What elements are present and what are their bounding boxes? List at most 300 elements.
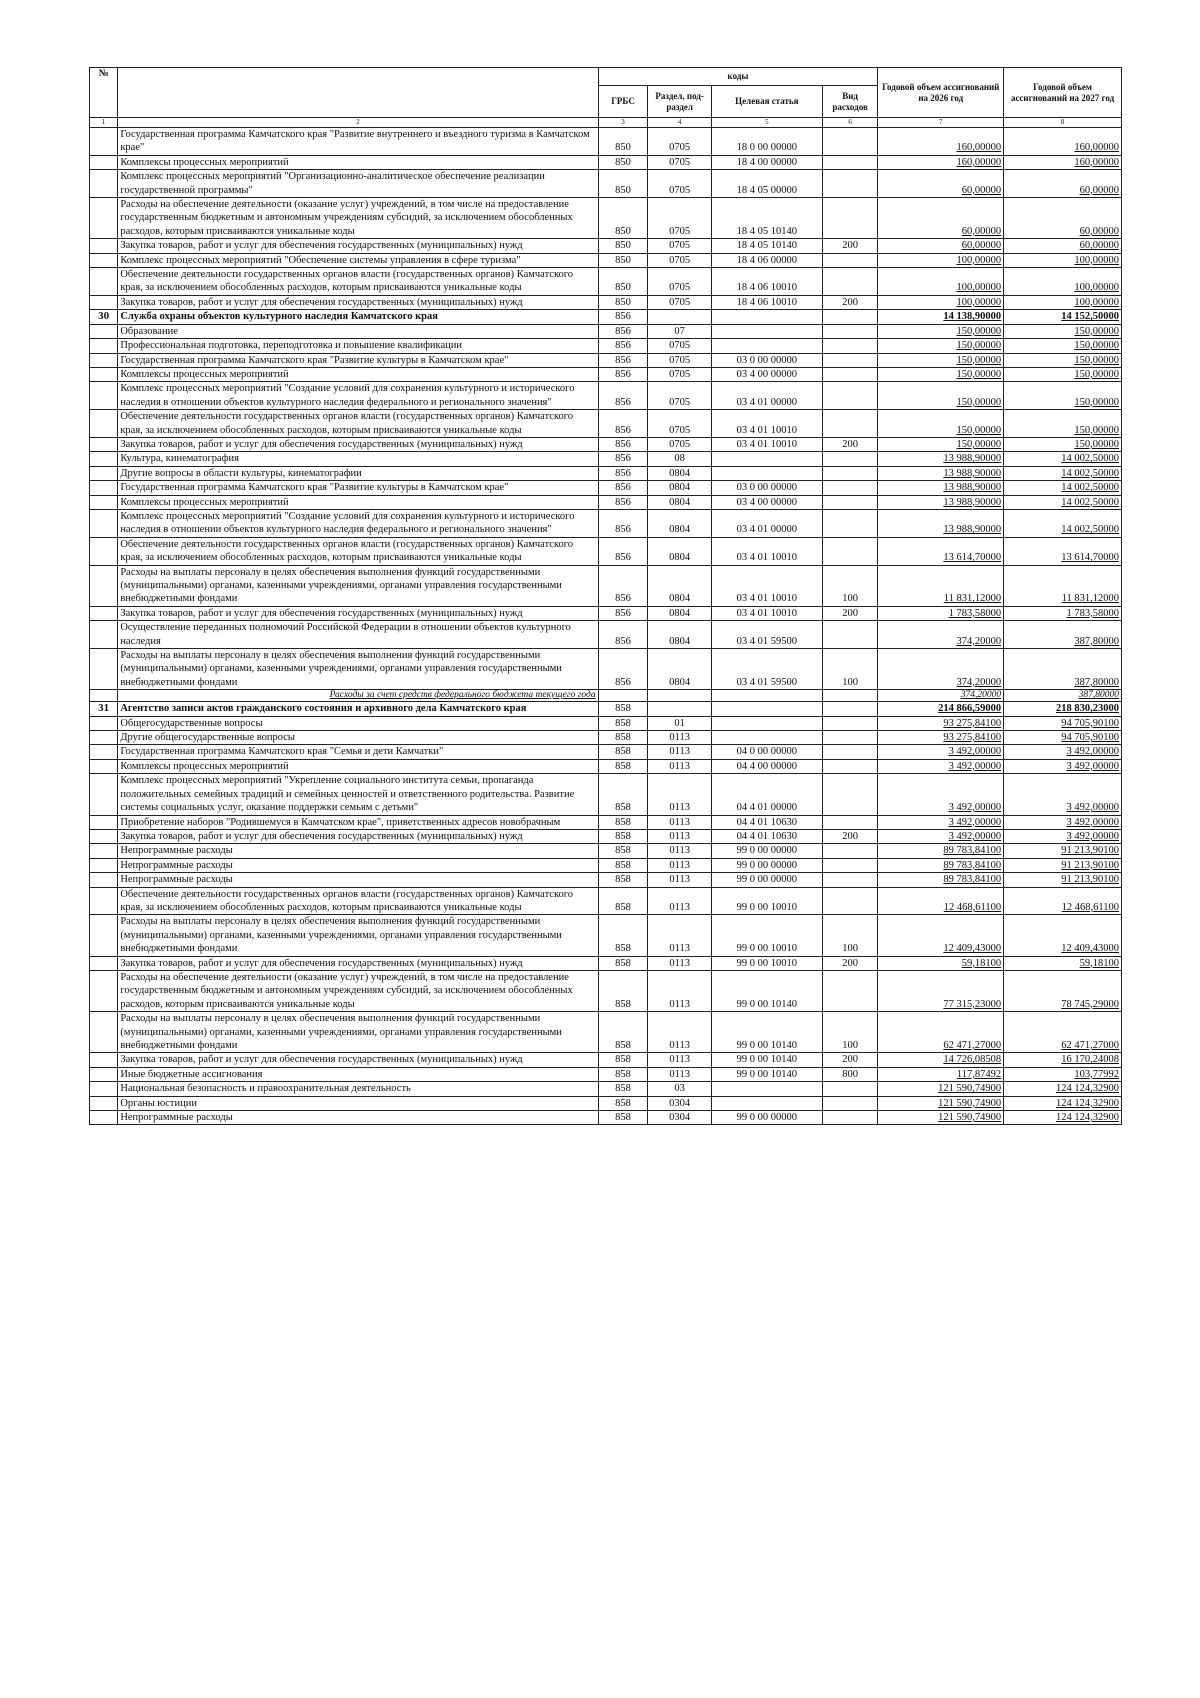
row-tselevaya: 03 4 01 10010 <box>711 437 822 451</box>
row-sum-2027-value: 150,00000 <box>1074 438 1119 450</box>
row-number <box>90 324 118 338</box>
row-tselevaya: 03 4 01 10010 <box>711 565 822 606</box>
column-number: 7 <box>878 118 1004 128</box>
table-row <box>90 1096 1122 1110</box>
row-number <box>90 295 118 309</box>
row-razdel: 0113 <box>648 815 711 829</box>
row-sum-2026 <box>878 702 1004 716</box>
row-vid <box>822 1096 878 1110</box>
row-sum-2027-value: 124 124,32900 <box>1056 1112 1119 1124</box>
row-grbs: 856 <box>598 481 648 495</box>
row-sum-2026 <box>878 606 1004 620</box>
table-row <box>90 565 1122 606</box>
row-sum-2026-value: 14 726,08508 <box>943 1054 1002 1066</box>
row-razdel: 01 <box>648 716 711 730</box>
row-sum-2027 <box>1004 1012 1122 1053</box>
row-number <box>90 873 118 887</box>
row-grbs: 856 <box>598 437 648 451</box>
row-grbs: 858 <box>598 844 648 858</box>
row-sum-2027-value: 150,00000 <box>1074 340 1119 352</box>
row-vid <box>822 367 878 381</box>
header-razdel: Раздел, под-раздел <box>648 86 711 118</box>
row-name: Закупка товаров, работ и услуг для обеспечения государственных (муниципальных) нужд <box>118 239 598 253</box>
table-row <box>90 339 1122 353</box>
row-grbs: 858 <box>598 1111 648 1125</box>
row-sum-2026-value: 160,00000 <box>956 156 1002 168</box>
row-vid <box>822 873 878 887</box>
row-sum-2027 <box>1004 915 1122 956</box>
row-sum-2026-value: 60,00000 <box>961 225 1002 237</box>
header-vid: Вид расходов <box>822 86 878 118</box>
row-sum-2026-value: 93 275,84100 <box>943 717 1002 729</box>
row-sum-2026 <box>878 198 1004 239</box>
row-sum-2026 <box>878 829 1004 843</box>
row-grbs: 856 <box>598 367 648 381</box>
row-grbs: 858 <box>598 745 648 759</box>
row-tselevaya: 99 0 00 10010 <box>711 887 822 915</box>
row-sum-2027 <box>1004 716 1122 730</box>
table-row <box>90 481 1122 495</box>
row-sum-2027-value: 62 471,27000 <box>1061 1040 1119 1051</box>
row-razdel: 0113 <box>648 731 711 745</box>
row-sum-2027-value: 3 492,00000 <box>1066 816 1119 828</box>
row-number <box>90 844 118 858</box>
row-sum-2027 <box>1004 170 1122 198</box>
row-grbs: 858 <box>598 702 648 716</box>
row-tselevaya: 03 0 00 00000 <box>711 353 822 367</box>
row-vid <box>822 324 878 338</box>
row-razdel: 0113 <box>648 1012 711 1053</box>
row-tselevaya: 03 4 01 00000 <box>711 382 822 410</box>
row-tselevaya <box>711 690 822 702</box>
row-sum-2026-value: 62 471,27000 <box>943 1040 1002 1051</box>
row-razdel: 0804 <box>648 606 711 620</box>
row-razdel: 0113 <box>648 1067 711 1081</box>
row-number <box>90 887 118 915</box>
row-sum-2027 <box>1004 774 1122 815</box>
row-grbs: 856 <box>598 606 648 620</box>
row-tselevaya <box>711 324 822 338</box>
table-row <box>90 128 1122 156</box>
row-name: Государственная программа Камчатского края "Развитие культуры в Камчатском крае" <box>118 481 598 495</box>
row-vid <box>822 858 878 872</box>
row-grbs: 856 <box>598 649 648 690</box>
row-sum-2027 <box>1004 1111 1122 1125</box>
row-number <box>90 759 118 773</box>
row-razdel: 0113 <box>648 745 711 759</box>
row-name: Непрограммные расходы <box>118 858 598 872</box>
row-sum-2027-value: 1 783,58000 <box>1066 607 1119 619</box>
row-grbs: 856 <box>598 410 648 438</box>
row-name: Комплексы процессных мероприятий <box>118 495 598 509</box>
row-sum-2027-value: 160,00000 <box>1074 142 1119 154</box>
table-row <box>90 858 1122 872</box>
table-row <box>90 1067 1122 1081</box>
row-number <box>90 353 118 367</box>
row-sum-2026-value: 89 783,84100 <box>943 845 1002 857</box>
row-grbs: 858 <box>598 915 648 956</box>
table-row <box>90 702 1122 716</box>
row-grbs: 858 <box>598 759 648 773</box>
row-sum-2026-value: 150,00000 <box>956 354 1002 366</box>
row-vid <box>822 537 878 565</box>
row-tselevaya: 03 4 01 10010 <box>711 606 822 620</box>
row-number <box>90 495 118 509</box>
row-grbs: 858 <box>598 1096 648 1110</box>
row-razdel <box>648 310 711 324</box>
column-number: 3 <box>598 118 648 128</box>
row-sum-2027-value: 94 705,90100 <box>1061 732 1119 744</box>
table-body <box>90 128 1122 1125</box>
row-grbs: 856 <box>598 565 648 606</box>
row-sum-2027 <box>1004 128 1122 156</box>
row-tselevaya <box>711 1082 822 1096</box>
row-sum-2027-value: 14 002,50000 <box>1061 496 1119 508</box>
row-sum-2027 <box>1004 198 1122 239</box>
row-tselevaya: 04 0 00 00000 <box>711 745 822 759</box>
row-number <box>90 382 118 410</box>
row-sum-2027-value: 100,00000 <box>1074 296 1119 308</box>
row-sum-2027 <box>1004 1082 1122 1096</box>
row-razdel: 0304 <box>648 1111 711 1125</box>
row-name: Профессиональная подготовка, переподготовка и повышение квалификации <box>118 339 598 353</box>
row-razdel: 0304 <box>648 1096 711 1110</box>
row-vid <box>822 452 878 466</box>
row-sum-2027-value: 11 831,12000 <box>1061 593 1119 605</box>
table-row <box>90 690 1122 702</box>
row-name: Обеспечение деятельности государственных органов власти (государственных органов) Камчатского края, за исключением обособленных расходов, которым присваиваются уникальные коды <box>118 268 598 296</box>
row-name: Государственная программа Камчатского края "Развитие внутреннего и въездного туризма в Камчатском крае" <box>118 128 598 156</box>
row-vid <box>822 844 878 858</box>
row-grbs: 856 <box>598 509 648 537</box>
table-row <box>90 353 1122 367</box>
row-name: Государственная программа Камчатского края "Развитие культуры в Камчатском крае" <box>118 353 598 367</box>
row-tselevaya <box>711 1096 822 1110</box>
row-vid <box>822 731 878 745</box>
table-row <box>90 1111 1122 1125</box>
row-number <box>90 1067 118 1081</box>
row-sum-2027-value: 3 492,00000 <box>1066 760 1119 772</box>
row-grbs: 856 <box>598 621 648 649</box>
row-sum-2027 <box>1004 858 1122 872</box>
row-sum-2027 <box>1004 155 1122 169</box>
row-razdel: 0804 <box>648 621 711 649</box>
row-number <box>90 509 118 537</box>
row-number <box>90 128 118 156</box>
row-razdel: 0113 <box>648 970 711 1011</box>
row-sum-2026 <box>878 649 1004 690</box>
row-sum-2026-value: 77 315,23000 <box>943 998 1002 1010</box>
row-sum-2027 <box>1004 1053 1122 1067</box>
row-razdel: 0113 <box>648 829 711 843</box>
row-sum-2026-value: 60,00000 <box>961 184 1002 196</box>
table-row <box>90 915 1122 956</box>
row-sum-2026 <box>878 310 1004 324</box>
row-sum-2027 <box>1004 956 1122 970</box>
row-sum-2027-value: 387,80000 <box>1078 690 1119 701</box>
row-sum-2026-value: 121 590,74900 <box>938 1097 1002 1109</box>
row-sum-2027 <box>1004 537 1122 565</box>
table-row <box>90 956 1122 970</box>
row-sum-2026 <box>878 745 1004 759</box>
row-tselevaya: 18 4 05 10140 <box>711 198 822 239</box>
row-number <box>90 253 118 267</box>
table-row <box>90 310 1122 324</box>
row-number <box>90 1082 118 1096</box>
row-tselevaya: 04 4 00 00000 <box>711 759 822 773</box>
row-tselevaya: 99 0 00 10140 <box>711 1012 822 1053</box>
row-grbs: 856 <box>598 495 648 509</box>
row-sum-2026 <box>878 621 1004 649</box>
row-sum-2026 <box>878 170 1004 198</box>
row-sum-2026 <box>878 495 1004 509</box>
row-vid: 100 <box>822 565 878 606</box>
row-number <box>90 481 118 495</box>
row-grbs: 856 <box>598 452 648 466</box>
row-tselevaya: 18 4 06 10010 <box>711 268 822 296</box>
row-tselevaya: 04 4 01 00000 <box>711 774 822 815</box>
row-grbs: 858 <box>598 970 648 1011</box>
row-vid <box>822 353 878 367</box>
row-sum-2027-value: 387,80000 <box>1074 676 1119 688</box>
row-razdel: 0113 <box>648 873 711 887</box>
row-sum-2026 <box>878 887 1004 915</box>
row-sum-2027 <box>1004 565 1122 606</box>
table-row <box>90 731 1122 745</box>
row-sum-2026-value: 100,00000 <box>956 296 1002 308</box>
row-grbs: 850 <box>598 128 648 156</box>
row-sum-2027-value: 103,77992 <box>1074 1068 1119 1080</box>
row-vid <box>822 1111 878 1125</box>
row-tselevaya <box>711 466 822 480</box>
row-razdel: 0705 <box>648 268 711 296</box>
row-tselevaya <box>711 731 822 745</box>
budget-sheet <box>89 67 1122 1125</box>
row-name: Другие вопросы в области культуры, кинематографии <box>118 466 598 480</box>
row-tselevaya: 03 4 01 10010 <box>711 537 822 565</box>
row-name: Обеспечение деятельности государственных органов власти (государственных органов) Камчатского края, за исключением обособленных расходов, которым присваиваются уникальные коды <box>118 887 598 915</box>
row-name: Комплекс процессных мероприятий "Обеспечение системы управления в сфере туризма" <box>118 253 598 267</box>
row-sum-2026 <box>878 716 1004 730</box>
row-grbs: 850 <box>598 198 648 239</box>
table-row <box>90 155 1122 169</box>
row-sum-2027-value: 59,18100 <box>1079 957 1119 969</box>
row-grbs: 858 <box>598 1067 648 1081</box>
row-sum-2027 <box>1004 887 1122 915</box>
row-sum-2026 <box>878 873 1004 887</box>
row-sum-2026 <box>878 324 1004 338</box>
row-name: Комплекс процессных мероприятий "Создание условий для сохранения культурного и исторического наследия в отношении объектов культурного наследия федерального и регионального значения" <box>118 509 598 537</box>
row-sum-2027 <box>1004 268 1122 296</box>
row-number <box>90 367 118 381</box>
row-sum-2026-value: 150,00000 <box>956 325 1002 337</box>
column-number: 4 <box>648 118 711 128</box>
row-sum-2027 <box>1004 745 1122 759</box>
row-razdel: 0113 <box>648 915 711 956</box>
row-sum-2027 <box>1004 844 1122 858</box>
row-vid <box>822 774 878 815</box>
row-razdel: 08 <box>648 452 711 466</box>
row-grbs: 858 <box>598 1053 648 1067</box>
row-sum-2027 <box>1004 509 1122 537</box>
row-sum-2026-value: 11 831,12000 <box>943 593 1002 605</box>
table-row <box>90 970 1122 1011</box>
row-sum-2027-value: 150,00000 <box>1074 325 1119 337</box>
row-number <box>90 537 118 565</box>
row-tselevaya: 99 0 00 10140 <box>711 1053 822 1067</box>
table-row <box>90 239 1122 253</box>
row-sum-2026 <box>878 382 1004 410</box>
row-vid <box>822 410 878 438</box>
row-number <box>90 239 118 253</box>
row-sum-2027 <box>1004 495 1122 509</box>
row-sum-2026-value: 150,00000 <box>956 424 1002 436</box>
row-sum-2027-value: 124 124,32900 <box>1056 1097 1119 1109</box>
table-row <box>90 410 1122 438</box>
table-row <box>90 745 1122 759</box>
row-sum-2026 <box>878 367 1004 381</box>
row-sum-2026-value: 13 614,70000 <box>943 552 1002 564</box>
row-sum-2027 <box>1004 466 1122 480</box>
table-row <box>90 759 1122 773</box>
row-sum-2027 <box>1004 970 1122 1011</box>
row-sum-2027 <box>1004 339 1122 353</box>
row-tselevaya: 18 4 05 10140 <box>711 239 822 253</box>
row-sum-2027 <box>1004 1096 1122 1110</box>
table-row <box>90 268 1122 296</box>
row-tselevaya: 03 4 01 00000 <box>711 509 822 537</box>
row-vid: 100 <box>822 649 878 690</box>
row-sum-2026-value: 3 492,00000 <box>948 746 1002 758</box>
row-sum-2026 <box>878 268 1004 296</box>
row-sum-2026-value: 121 590,74900 <box>938 1083 1002 1095</box>
table-row <box>90 253 1122 267</box>
table-row <box>90 774 1122 815</box>
row-razdel: 0705 <box>648 155 711 169</box>
row-number <box>90 437 118 451</box>
table-header <box>90 68 1122 128</box>
row-name: Комплексы процессных мероприятий <box>118 155 598 169</box>
row-tselevaya: 99 0 00 10010 <box>711 915 822 956</box>
row-sum-2026-value: 13 988,90000 <box>943 453 1002 465</box>
row-razdel: 0804 <box>648 537 711 565</box>
row-tselevaya: 99 0 00 00000 <box>711 1111 822 1125</box>
row-vid <box>822 466 878 480</box>
row-number <box>90 155 118 169</box>
row-sum-2026 <box>878 915 1004 956</box>
row-sum-2026 <box>878 466 1004 480</box>
row-name: Органы юстиции <box>118 1096 598 1110</box>
row-grbs: 856 <box>598 466 648 480</box>
row-grbs: 858 <box>598 873 648 887</box>
row-sum-2027 <box>1004 873 1122 887</box>
row-sum-2027-value: 387,80000 <box>1074 635 1119 647</box>
row-vid <box>822 481 878 495</box>
table-row <box>90 466 1122 480</box>
row-sum-2027-value: 124 124,32900 <box>1056 1083 1119 1095</box>
row-tselevaya: 99 0 00 00000 <box>711 873 822 887</box>
row-sum-2026 <box>878 858 1004 872</box>
row-grbs: 856 <box>598 382 648 410</box>
row-vid <box>822 339 878 353</box>
row-sum-2027-value: 150,00000 <box>1074 424 1119 436</box>
row-vid: 200 <box>822 606 878 620</box>
row-sum-2027 <box>1004 253 1122 267</box>
row-tselevaya <box>711 339 822 353</box>
row-number <box>90 1096 118 1110</box>
row-sum-2027-value: 3 492,00000 <box>1066 746 1119 758</box>
row-razdel: 0113 <box>648 774 711 815</box>
row-grbs: 850 <box>598 155 648 169</box>
row-tselevaya: 18 4 05 00000 <box>711 170 822 198</box>
row-sum-2026 <box>878 759 1004 773</box>
row-vid <box>822 621 878 649</box>
row-grbs: 856 <box>598 537 648 565</box>
row-name: Комплексы процессных мероприятий <box>118 367 598 381</box>
row-tselevaya: 03 4 00 00000 <box>711 495 822 509</box>
row-vid <box>822 509 878 537</box>
row-tselevaya: 04 4 01 10630 <box>711 815 822 829</box>
row-name: Приобретение наборов "Родившемуся в Камчатском крае", приветственных адресов новобрачным <box>118 815 598 829</box>
row-razdel: 0705 <box>648 353 711 367</box>
row-number <box>90 815 118 829</box>
row-number <box>90 915 118 956</box>
column-number: 1 <box>90 118 118 128</box>
row-sum-2027-value: 150,00000 <box>1074 354 1119 366</box>
row-name: Общегосударственные вопросы <box>118 716 598 730</box>
row-sum-2027-value: 12 409,43000 <box>1061 943 1119 955</box>
row-vid <box>822 745 878 759</box>
row-sum-2026-value: 12 409,43000 <box>943 943 1002 955</box>
row-sum-2027 <box>1004 324 1122 338</box>
row-razdel: 0705 <box>648 367 711 381</box>
row-number <box>90 452 118 466</box>
row-sum-2026 <box>878 956 1004 970</box>
row-vid <box>822 887 878 915</box>
row-grbs: 850 <box>598 170 648 198</box>
row-number <box>90 466 118 480</box>
row-vid: 200 <box>822 239 878 253</box>
row-sum-2026-value: 374,20000 <box>956 676 1002 688</box>
row-sum-2027-value: 150,00000 <box>1074 396 1119 408</box>
row-razdel: 03 <box>648 1082 711 1096</box>
row-sum-2026-value: 214 866,59000 <box>938 703 1002 715</box>
row-tselevaya <box>711 702 822 716</box>
row-vid <box>822 253 878 267</box>
row-razdel: 0113 <box>648 844 711 858</box>
row-razdel: 0113 <box>648 1053 711 1067</box>
row-sum-2027-value: 100,00000 <box>1074 254 1119 266</box>
row-number <box>90 170 118 198</box>
row-sum-2026-value: 121 590,74900 <box>938 1112 1002 1124</box>
row-sum-2027-value: 78 745,29000 <box>1061 998 1119 1010</box>
row-sum-2026-value: 3 492,00000 <box>948 830 1002 842</box>
row-sum-2026 <box>878 128 1004 156</box>
row-vid <box>822 198 878 239</box>
row-sum-2027-value: 91 213,90100 <box>1061 874 1119 886</box>
row-sum-2026-value: 150,00000 <box>956 396 1002 408</box>
header-name <box>118 68 598 118</box>
row-grbs: 850 <box>598 239 648 253</box>
row-number <box>90 606 118 620</box>
row-sum-2027 <box>1004 353 1122 367</box>
row-sum-2027 <box>1004 367 1122 381</box>
row-sum-2026 <box>878 295 1004 309</box>
row-sum-2026-value: 60,00000 <box>961 240 1002 252</box>
row-sum-2026-value: 13 988,90000 <box>943 467 1002 479</box>
row-sum-2026-value: 150,00000 <box>956 340 1002 352</box>
row-sum-2026 <box>878 844 1004 858</box>
